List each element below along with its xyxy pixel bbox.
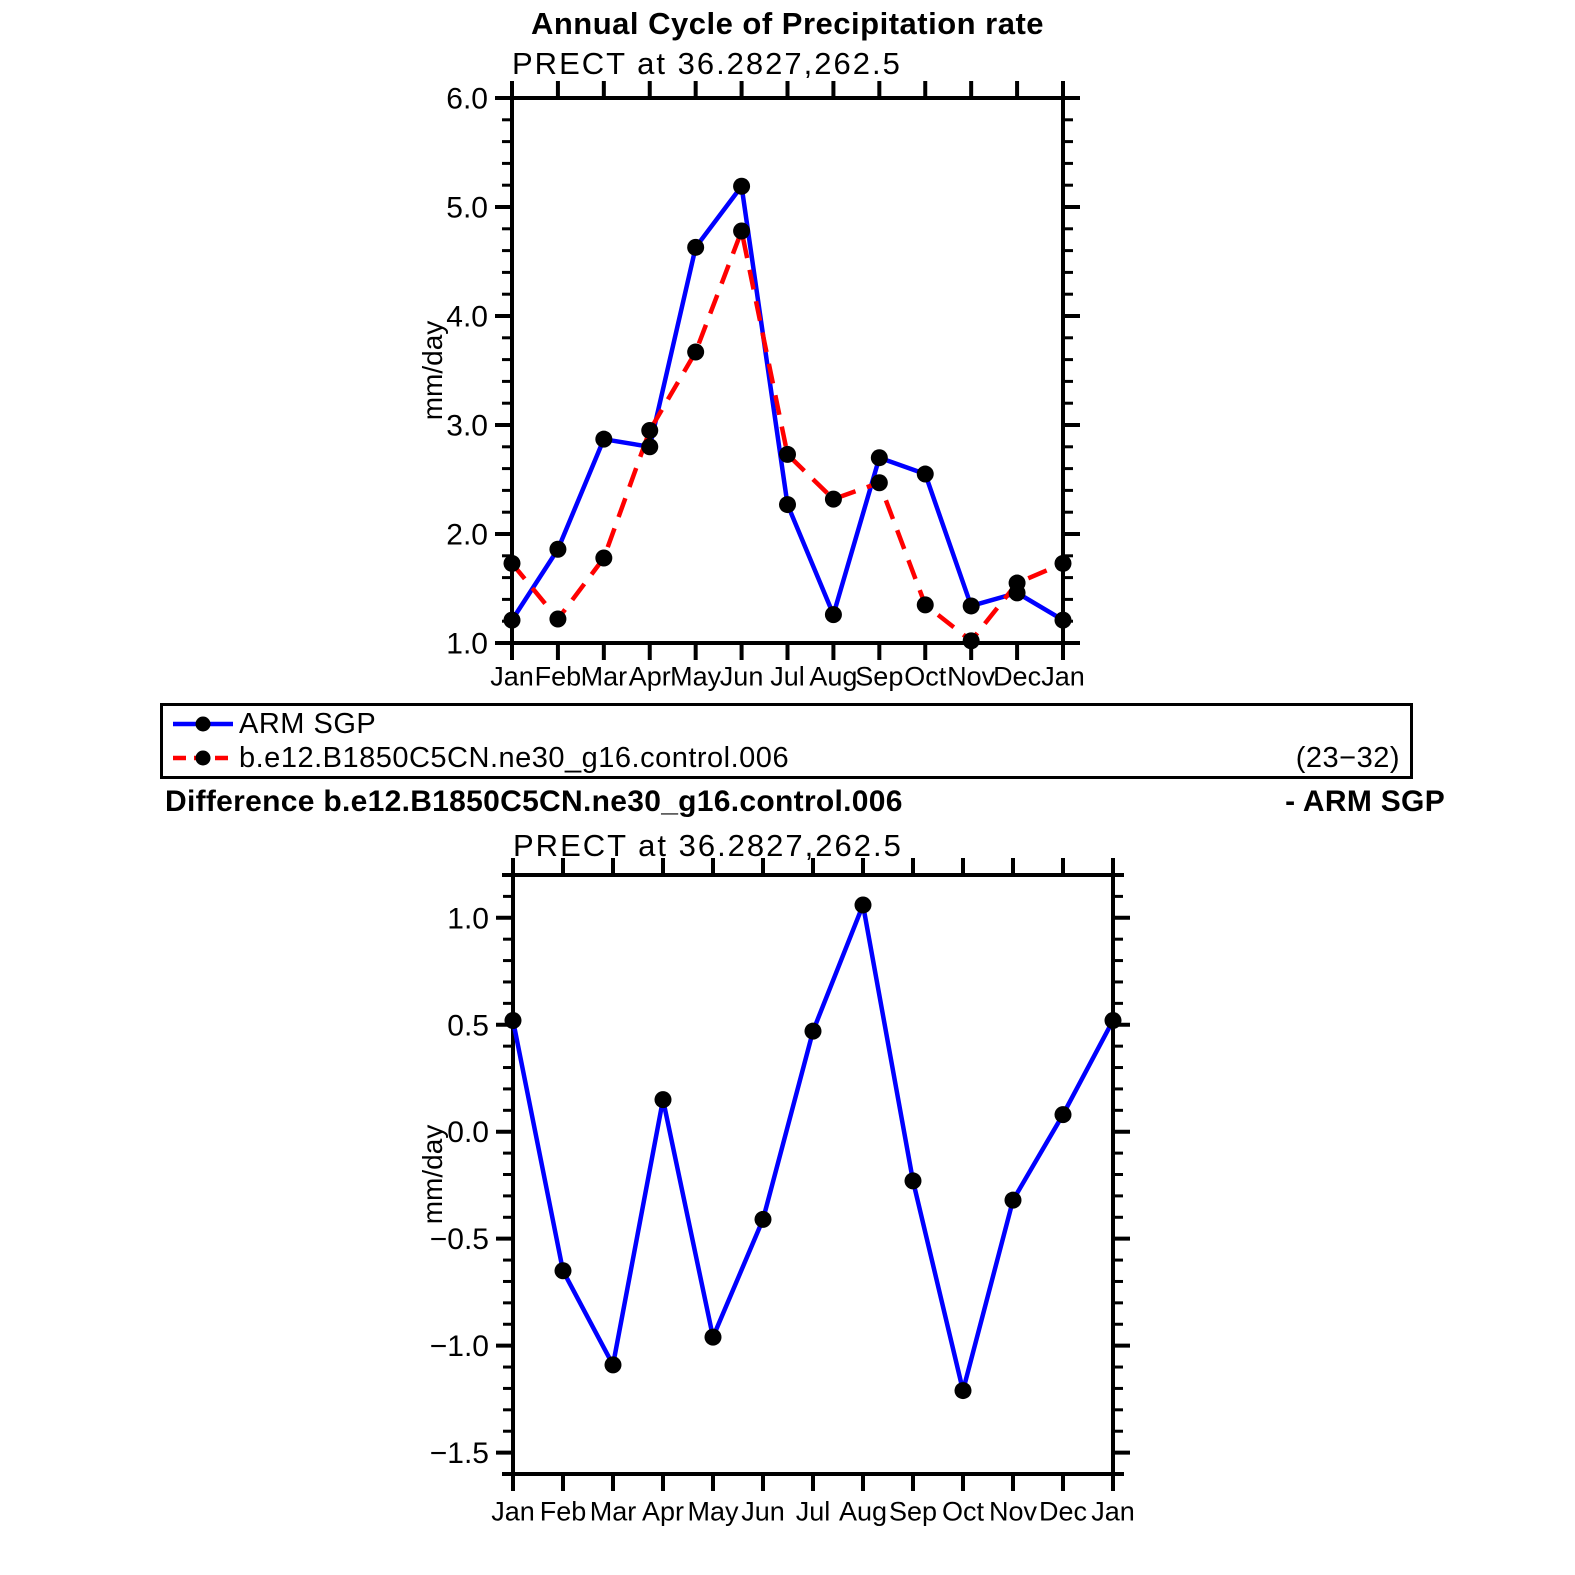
x-tick-label: Dec bbox=[993, 661, 1042, 692]
data-point bbox=[755, 1211, 772, 1228]
plot-frame bbox=[501, 87, 1074, 654]
data-point bbox=[549, 611, 566, 628]
y-axis-major-ticks bbox=[495, 98, 1080, 643]
x-tick-label: Jan bbox=[491, 1496, 535, 1527]
y-axis-title: mm/day bbox=[416, 320, 448, 421]
data-point bbox=[871, 474, 888, 491]
y-tick-label: −0.5 bbox=[429, 1223, 489, 1257]
y-tick-label: −1.0 bbox=[429, 1330, 489, 1364]
data-point bbox=[733, 178, 750, 195]
page-title: Annual Cycle of Precipitation rate bbox=[530, 6, 1045, 41]
data-point bbox=[687, 343, 704, 360]
y-tick-label: 0.5 bbox=[447, 1009, 489, 1043]
data-point bbox=[779, 496, 796, 513]
series-line-1 bbox=[512, 231, 1063, 641]
x-tick-label: Jan bbox=[1041, 661, 1085, 692]
data-point bbox=[855, 896, 872, 913]
x-tick-label: May bbox=[687, 1496, 739, 1527]
x-tick-label: Oct bbox=[904, 661, 947, 692]
x-tick-labels bbox=[491, 1496, 1135, 1526]
data-point bbox=[917, 596, 934, 613]
series-markers-0 bbox=[504, 178, 1072, 629]
legend-item-model bbox=[171, 741, 1402, 775]
data-point bbox=[779, 446, 796, 463]
x-tick-label: Mar bbox=[580, 661, 628, 692]
data-point bbox=[905, 1172, 922, 1189]
x-tick-label: May bbox=[670, 661, 722, 692]
series-markers-1 bbox=[504, 222, 1072, 649]
x-tick-label: Dec bbox=[1038, 1496, 1088, 1527]
data-point bbox=[1105, 1012, 1122, 1029]
series-line-0 bbox=[513, 905, 1113, 1391]
x-tick-label: Nov bbox=[988, 1496, 1038, 1527]
legend-label: b.e12.B1850C5CN.ne30_g16.control.006 bbox=[239, 742, 790, 774]
data-point bbox=[825, 606, 842, 623]
data-point bbox=[687, 239, 704, 256]
y-axis-minor-ticks bbox=[503, 896, 1123, 1431]
y-tick-label: 1.0 bbox=[446, 627, 488, 661]
legend-line-sample-solid bbox=[171, 712, 235, 736]
plot-frame bbox=[502, 864, 1124, 1485]
y-tick-label: 2.0 bbox=[446, 518, 488, 552]
data-point bbox=[871, 449, 888, 466]
x-tick-label: Nov bbox=[947, 661, 996, 692]
x-tick-label: Jul bbox=[795, 1496, 831, 1527]
x-axis-ticks bbox=[513, 858, 1113, 1491]
x-tick-label: Jul bbox=[770, 661, 805, 692]
x-tick-label: Apr bbox=[628, 661, 671, 692]
data-point bbox=[705, 1329, 722, 1346]
difference-title-right: - ARM SGP bbox=[1285, 785, 1445, 818]
legend-item-arm-sgp bbox=[171, 707, 1402, 741]
x-tick-label: Sep bbox=[888, 1496, 938, 1527]
y-tick-label: 5.0 bbox=[446, 191, 488, 225]
y-axis-minor-ticks bbox=[502, 120, 1073, 621]
data-point bbox=[955, 1382, 972, 1399]
legend-line-sample-dashed bbox=[171, 746, 235, 770]
x-tick-label: Apr bbox=[641, 1496, 685, 1527]
x-tick-label: Oct bbox=[941, 1496, 985, 1527]
y-tick-labels bbox=[446, 83, 488, 661]
y-tick-label: −1.5 bbox=[429, 1437, 489, 1471]
y-tick-label: 4.0 bbox=[446, 300, 488, 334]
data-point bbox=[504, 555, 521, 572]
data-point bbox=[963, 632, 980, 649]
data-point bbox=[655, 1091, 672, 1108]
data-point bbox=[595, 549, 612, 566]
x-tick-label: Aug bbox=[809, 661, 858, 692]
data-point bbox=[605, 1356, 622, 1373]
chart-subtitle: PRECT at 36.2827,262.5 bbox=[513, 828, 903, 863]
x-tick-label: Jun bbox=[741, 1496, 785, 1527]
data-point bbox=[505, 1012, 522, 1029]
x-tick-labels bbox=[490, 661, 1085, 691]
y-tick-label: 0.0 bbox=[447, 1116, 489, 1150]
difference-title bbox=[165, 785, 1445, 819]
x-tick-label: Sep bbox=[855, 661, 904, 692]
data-point bbox=[595, 431, 612, 448]
legend-label: ARM SGP bbox=[239, 708, 377, 740]
data-point bbox=[1055, 612, 1072, 629]
difference-chart bbox=[0, 820, 1575, 1575]
chart-subtitle: PRECT at 36.2827,262.5 bbox=[512, 46, 902, 81]
legend-sample-marker bbox=[196, 717, 211, 732]
data-point bbox=[641, 422, 658, 439]
y-tick-label: 1.0 bbox=[447, 902, 489, 936]
y-tick-label: 6.0 bbox=[446, 82, 488, 116]
data-point bbox=[963, 597, 980, 614]
data-point bbox=[1009, 575, 1026, 592]
series-markers-0 bbox=[505, 896, 1122, 1399]
data-point bbox=[549, 541, 566, 558]
x-tick-label: Jan bbox=[1091, 1496, 1135, 1527]
data-point bbox=[805, 1023, 822, 1040]
annual-cycle-chart bbox=[0, 0, 1575, 700]
legend-box bbox=[160, 703, 1413, 779]
data-point bbox=[641, 438, 658, 455]
data-point bbox=[825, 491, 842, 508]
x-tick-label: Jun bbox=[719, 661, 764, 692]
data-point bbox=[1055, 1106, 1072, 1123]
y-axis-major-ticks bbox=[496, 918, 1130, 1453]
x-tick-label: Feb bbox=[539, 1496, 587, 1527]
data-point bbox=[1005, 1192, 1022, 1209]
x-tick-label: Feb bbox=[534, 661, 582, 692]
data-point bbox=[555, 1262, 572, 1279]
series-line-0 bbox=[512, 186, 1063, 620]
legend-years-note: (23−32) bbox=[1295, 742, 1400, 774]
difference-title-left: Difference b.e12.B1850C5CN.ne30_g16.control.006 bbox=[165, 785, 903, 818]
data-point bbox=[1055, 555, 1072, 572]
data-point bbox=[917, 466, 934, 483]
x-tick-label: Aug bbox=[838, 1496, 888, 1527]
data-point bbox=[733, 222, 750, 239]
x-tick-label: Mar bbox=[589, 1496, 637, 1527]
legend-sample-marker bbox=[196, 751, 211, 766]
data-point bbox=[504, 612, 521, 629]
y-axis-title: mm/day bbox=[416, 1124, 448, 1225]
x-tick-label: Jan bbox=[490, 661, 534, 692]
y-tick-label: 3.0 bbox=[446, 409, 488, 443]
